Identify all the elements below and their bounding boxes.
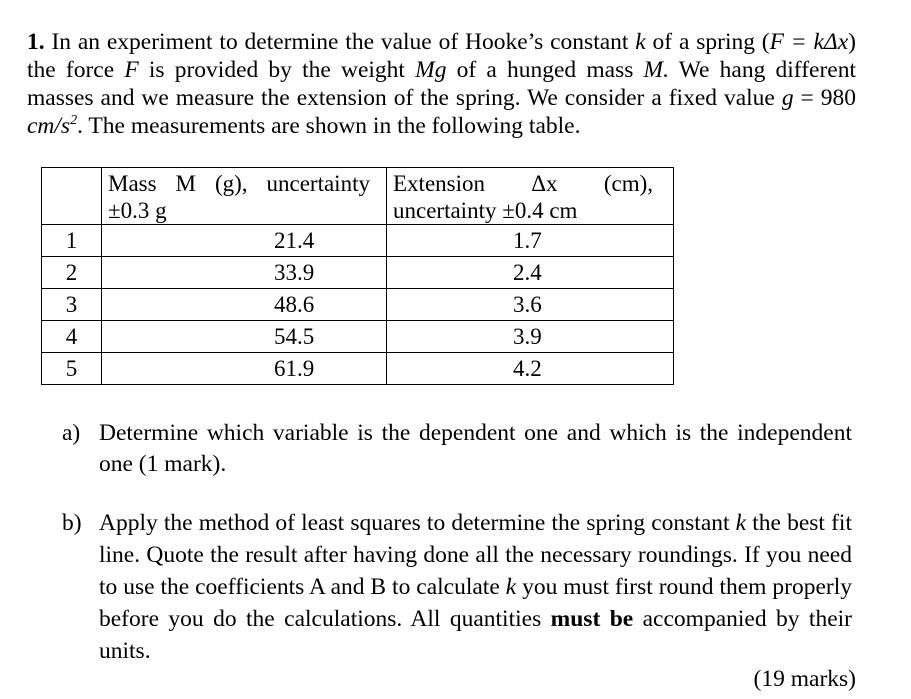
table-row (42, 289, 674, 321)
header-text: Δx (531, 170, 558, 196)
header-mass-cell (102, 168, 387, 225)
header-text: uncertainty ±0.4 cm (393, 197, 578, 223)
var-g: g (781, 85, 794, 111)
header-text: (cm), (603, 170, 653, 196)
header-extension-cell (387, 168, 674, 225)
table-row (42, 257, 674, 289)
question-number: 1. (27, 29, 45, 55)
header-text: Mass (108, 170, 157, 196)
header-text: uncertainty (266, 170, 370, 196)
unit-exponent: 2 (70, 113, 78, 129)
extension-value: 3.9 (387, 321, 674, 353)
part-a (62, 418, 852, 480)
row-index: 2 (42, 257, 102, 289)
part-a-text: Determine which variable is the dependent one and which is the independent one (1 mark). (99, 420, 852, 477)
header-text: Extension (393, 170, 485, 196)
part-b-text-segment: Apply the method of least squares to determine the spring constant (99, 510, 736, 536)
var-k: k (635, 29, 646, 55)
intro-text: is provided by the weight (138, 57, 416, 83)
var-f: F (124, 57, 139, 83)
row-index: 5 (42, 353, 102, 385)
header-index-cell (42, 168, 102, 225)
extension-value: 2.4 (387, 257, 674, 289)
question-intro (27, 28, 856, 140)
intro-text: . The measurements are shown in the following table. (77, 113, 581, 139)
intro-text: = 980 (793, 85, 856, 111)
row-index: 3 (42, 289, 102, 321)
part-b (62, 507, 852, 667)
part-a-label: a) (62, 420, 81, 446)
header-text: ±0.3 g (108, 197, 167, 223)
extension-value: 3.6 (387, 289, 674, 321)
intro-text: In an experiment to determine the value of Hooke’s constant (44, 29, 636, 55)
mass-value: 54.5 (102, 321, 387, 353)
part-b-text-segment: you must first round them properly before you do the calculations. All quantities (99, 574, 853, 632)
table-header-row (42, 168, 674, 225)
header-text: M (175, 170, 196, 196)
table-row (42, 321, 674, 353)
mass-value: 48.6 (102, 289, 387, 321)
part-b-label: b) (62, 510, 82, 536)
part-b-text-segment: accompanied by their units. (99, 606, 852, 664)
table-row (42, 225, 674, 257)
extension-value: 4.2 (387, 353, 674, 385)
var-m: M. (643, 57, 669, 83)
part-b-text (99, 507, 852, 667)
emphasis-text: must be (550, 606, 634, 632)
marks-total: (19 marks) (753, 666, 856, 692)
row-index: 1 (42, 225, 102, 257)
var-mg: Mg (415, 57, 447, 83)
row-index: 4 (42, 321, 102, 353)
measurements-table (41, 167, 674, 385)
intro-text: of a hunged mass (446, 57, 644, 83)
var-k: k (505, 574, 517, 600)
intro-text: of a spring ( (645, 29, 770, 55)
hooke-formula: F = kΔx (769, 29, 849, 55)
mass-value: 61.9 (102, 353, 387, 385)
part-b-text-segment: the best fit line. Quote the result after having done all the necessary roundings. If you need to use the coefficients A and B to calculate (99, 510, 852, 600)
intro-text: ) the force (27, 29, 856, 83)
unit: cm/s (27, 113, 71, 139)
table-row (42, 353, 674, 385)
var-k: k (735, 510, 747, 536)
mass-value: 21.4 (102, 225, 387, 257)
extension-value: 1.7 (387, 225, 674, 257)
mass-value: 33.9 (102, 257, 387, 289)
intro-text: We hang different masses and we measure the extension of the spring. We consider a fixed value (27, 57, 856, 111)
header-text: (g), (214, 170, 248, 196)
